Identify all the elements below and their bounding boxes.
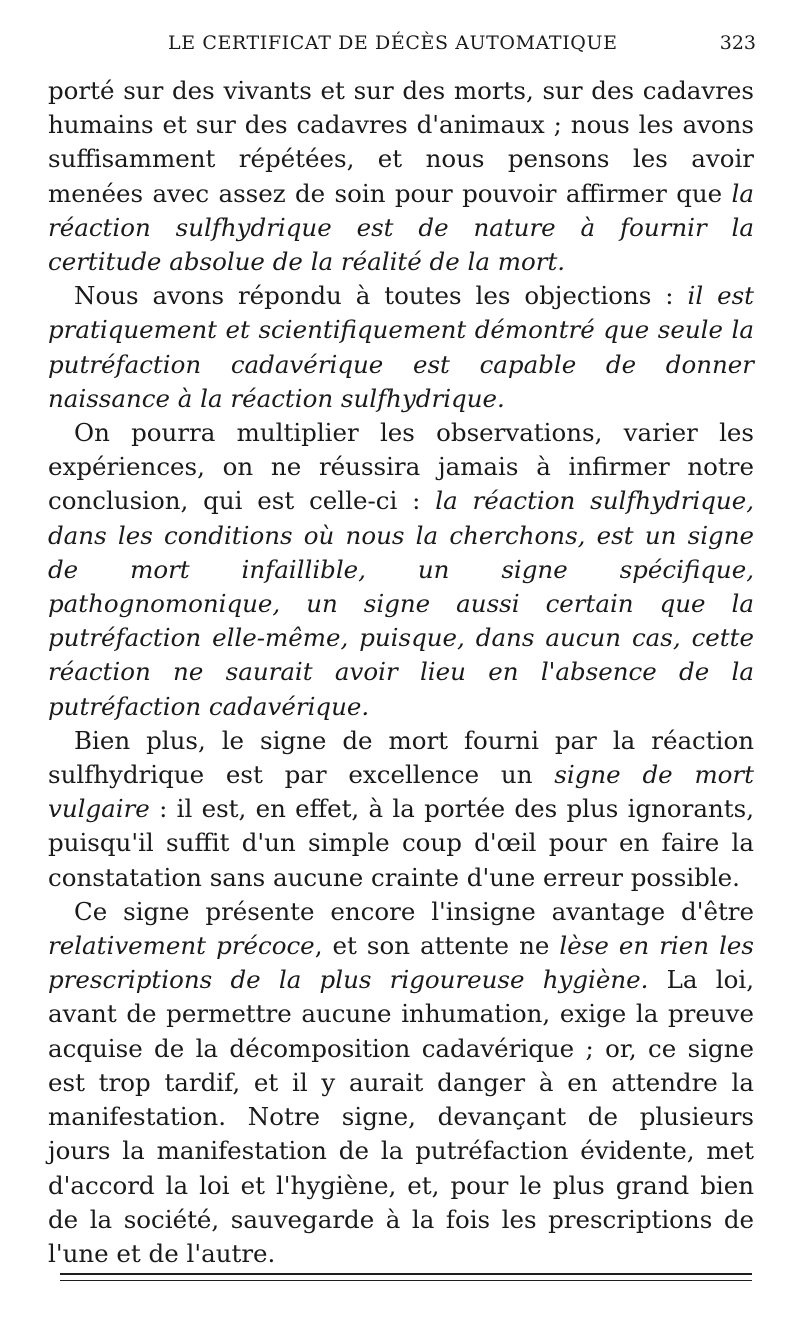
paragraph (48, 74, 754, 279)
paragraph (48, 279, 754, 416)
text-run: Bien plus, le signe de mort fourni par la réaction sulfhydrique est par excellence un (48, 725, 754, 790)
body-text (48, 74, 754, 1271)
end-rule-thick (60, 1273, 752, 1275)
italic-text-run: lèse en rien les prescriptions de la plus rigoureuse hygiène. (48, 931, 754, 995)
text-run: La loi, avant de permettre aucune inhumation, exige la preuve acquise de la décomposition cadavérique ; or, ce signe est trop tardif, et il y aurait danger à en attendre la manifestation. Notre signe, devançant de plusieurs jours la manifestation de la putréfaction évidente, met d'accord la loi et l'hygiène, et, pour le plus grand bien de la société, sauvegarde à la fois les prescriptions de l'une et de l'autre. (48, 965, 754, 1268)
italic-text-run: il est pratiquement et scientifiquement démontré que seule la putréfaction cadavérique est capable de donner naissance à la réaction sulfhydrique. (48, 281, 754, 413)
page-header (168, 32, 756, 62)
paragraph (48, 724, 754, 895)
page-number: 323 (719, 32, 756, 54)
end-rule-thin (60, 1280, 752, 1281)
text-run: porté sur des vivants et sur des morts, sur des cadavres humains et sur des cadavres d'animaux ; nous les avons suffisamment répétées, et nous pensons les avoir menées avec assez de soin pour pouvoir affirmer que (48, 76, 754, 208)
italic-text-run: signe de mort vulgaire (48, 760, 754, 824)
text-run: , et son attente ne (314, 931, 560, 961)
text-run: Nous avons répondu à toutes les objections : (74, 281, 688, 311)
text-run: : il est, en effet, à la portée des plus ignorants, puisqu'il suffit d'un simple coup d'œil pour en faire la constatation sans aucune crainte d'une erreur possible. (48, 794, 754, 892)
paragraph (48, 416, 754, 724)
text-run: On pourra multiplier les observations, varier les expériences, on ne réussira jamais à infirmer notre conclusion, qui est celle-ci : (48, 418, 754, 516)
italic-text-run: relativement précoce (48, 931, 315, 961)
italic-text-run: la réaction sulfhydrique est de nature à fournir la certitude absolue de la réalité de la mort. (48, 178, 754, 277)
italic-text-run: la réaction sulfhydrique, dans les conditions où nous la cherchons, est un signe de mort infaillible, un signe spécifique, pathognomonique, un signe aussi certain que la putréfaction elle-même, puisque, dans aucun cas, cette réaction ne saurait avoir lieu en l'absence de la putréfaction cadavérique. (48, 486, 754, 721)
text-run: Ce signe présente encore l'insigne avantage d'être (74, 896, 754, 926)
running-title: LE CERTIFICAT DE DÉCÈS AUTOMATIQUE (168, 32, 618, 54)
paragraph (48, 895, 754, 1271)
